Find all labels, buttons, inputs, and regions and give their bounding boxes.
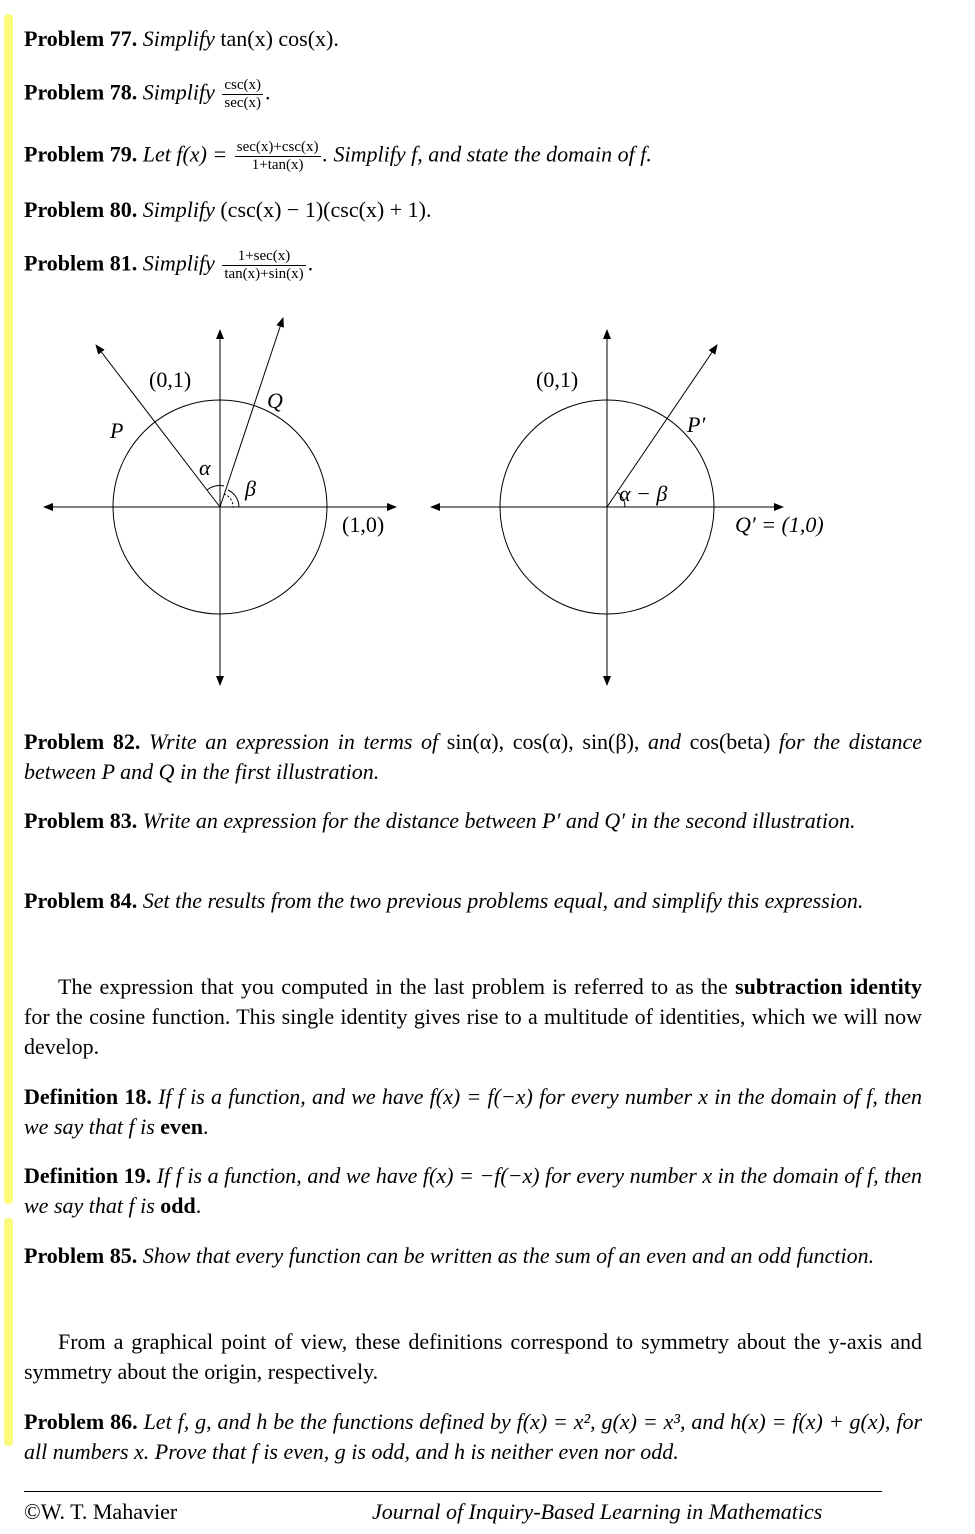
label-1-0-left: (1,0)	[342, 512, 385, 537]
right-diagram	[431, 330, 824, 685]
label-alpha: α	[199, 455, 211, 480]
paragraph-symmetry: From a graphical point of view, these definitions correspond to symmetry about the y-axis and symmetry about the origin, respectively.	[24, 1329, 922, 1384]
definition-19: Definition 19. If f is a function, and we have f(x) = −f(−x) for every number x in the domain of f, then we say that f is odd.	[24, 1163, 922, 1218]
problem-label: Problem 77.	[24, 26, 138, 51]
problem-78: Problem 78. Simplify $\frac{\csc(x)}{\sec(x)}$ .	[24, 77, 271, 111]
problem-79: Problem 79. Let f(x) = $\frac{\sec(x)+\csc(x)}{1+\tan(x)}$ . Simplify f, and state the domain of f.	[24, 139, 652, 173]
label-p: P	[110, 418, 124, 443]
problem-86: Problem 86. Let f, g, and h be the functions defined by f(x) = x², g(x) = x³, and h(x) = f(x) + g(x), for all numbers x. Prove that f is even, g is odd, and h is neither even nor odd.	[24, 1409, 923, 1464]
label-angle: α − β	[619, 481, 668, 506]
highlight-bar-bottom	[4, 1218, 13, 1446]
label-0-1-right: (0,1)	[536, 367, 579, 392]
alpha-arc	[207, 486, 224, 490]
fraction: $\frac{\sec(x)+\csc(x)}{1+\tan(x)}$	[236, 139, 319, 173]
fraction: $\frac{\csc(x)}{\sec(x)}$	[224, 77, 262, 111]
problem-77: Problem 77. Simplify tan(x) cos(x).	[24, 26, 339, 51]
label-0-1-left: (0,1)	[149, 367, 192, 392]
beta-arc-inner	[224, 494, 233, 507]
definition-18: Definition 18. If f is a function, and we have f(x) = f(−x) for every number x in the domain of f, then we say that f is even.	[24, 1084, 922, 1139]
beta-arc	[228, 490, 239, 507]
footer-journal: Journal of Inquiry-Based Learning in Mathematics	[372, 1499, 823, 1524]
problem-85: Problem 85. Show that every function can be written as the sum of an even and an odd function.	[24, 1243, 875, 1268]
label-q: Q	[267, 388, 283, 413]
footer-author: ©W. T. Mahavier	[24, 1499, 178, 1524]
problem-84: Problem 84. Set the results from the two previous problems equal, and simplify this expression.	[24, 888, 864, 913]
unit-circle-figure	[0, 300, 975, 700]
paragraph-subtraction-identity: The expression that you computed in the last problem is referred to as the subtraction identity for the cosine function. This single identity gives rise to a multitude of identities, which we will now develop.	[24, 974, 923, 1059]
problem-82: Problem 82. Write an expression in terms of sin(α), cos(α), sin(β), and cos(beta) for the distance between P and Q in the first illustration.	[24, 729, 923, 784]
problem-80: Problem 80. Simplify (csc(x) − 1)(csc(x) + 1).	[24, 197, 432, 222]
problem-83: Problem 83. Write an expression for the distance between P′ and Q′ in the second illustration.	[24, 808, 856, 833]
footer-rule	[24, 1491, 882, 1492]
problem-81: Problem 81. Simplify $\frac{1+\sec(x)}{\tan(x)+\sin(x)}$ .	[24, 248, 314, 282]
label-p-prime: P′	[687, 412, 706, 437]
label-beta: β	[245, 476, 256, 501]
label-q-prime: Q′ = (1,0)	[735, 512, 824, 537]
left-diagram	[44, 318, 396, 685]
fraction: $\frac{1+\sec(x)}{\tan(x)+\sin(x)}$	[224, 248, 304, 282]
